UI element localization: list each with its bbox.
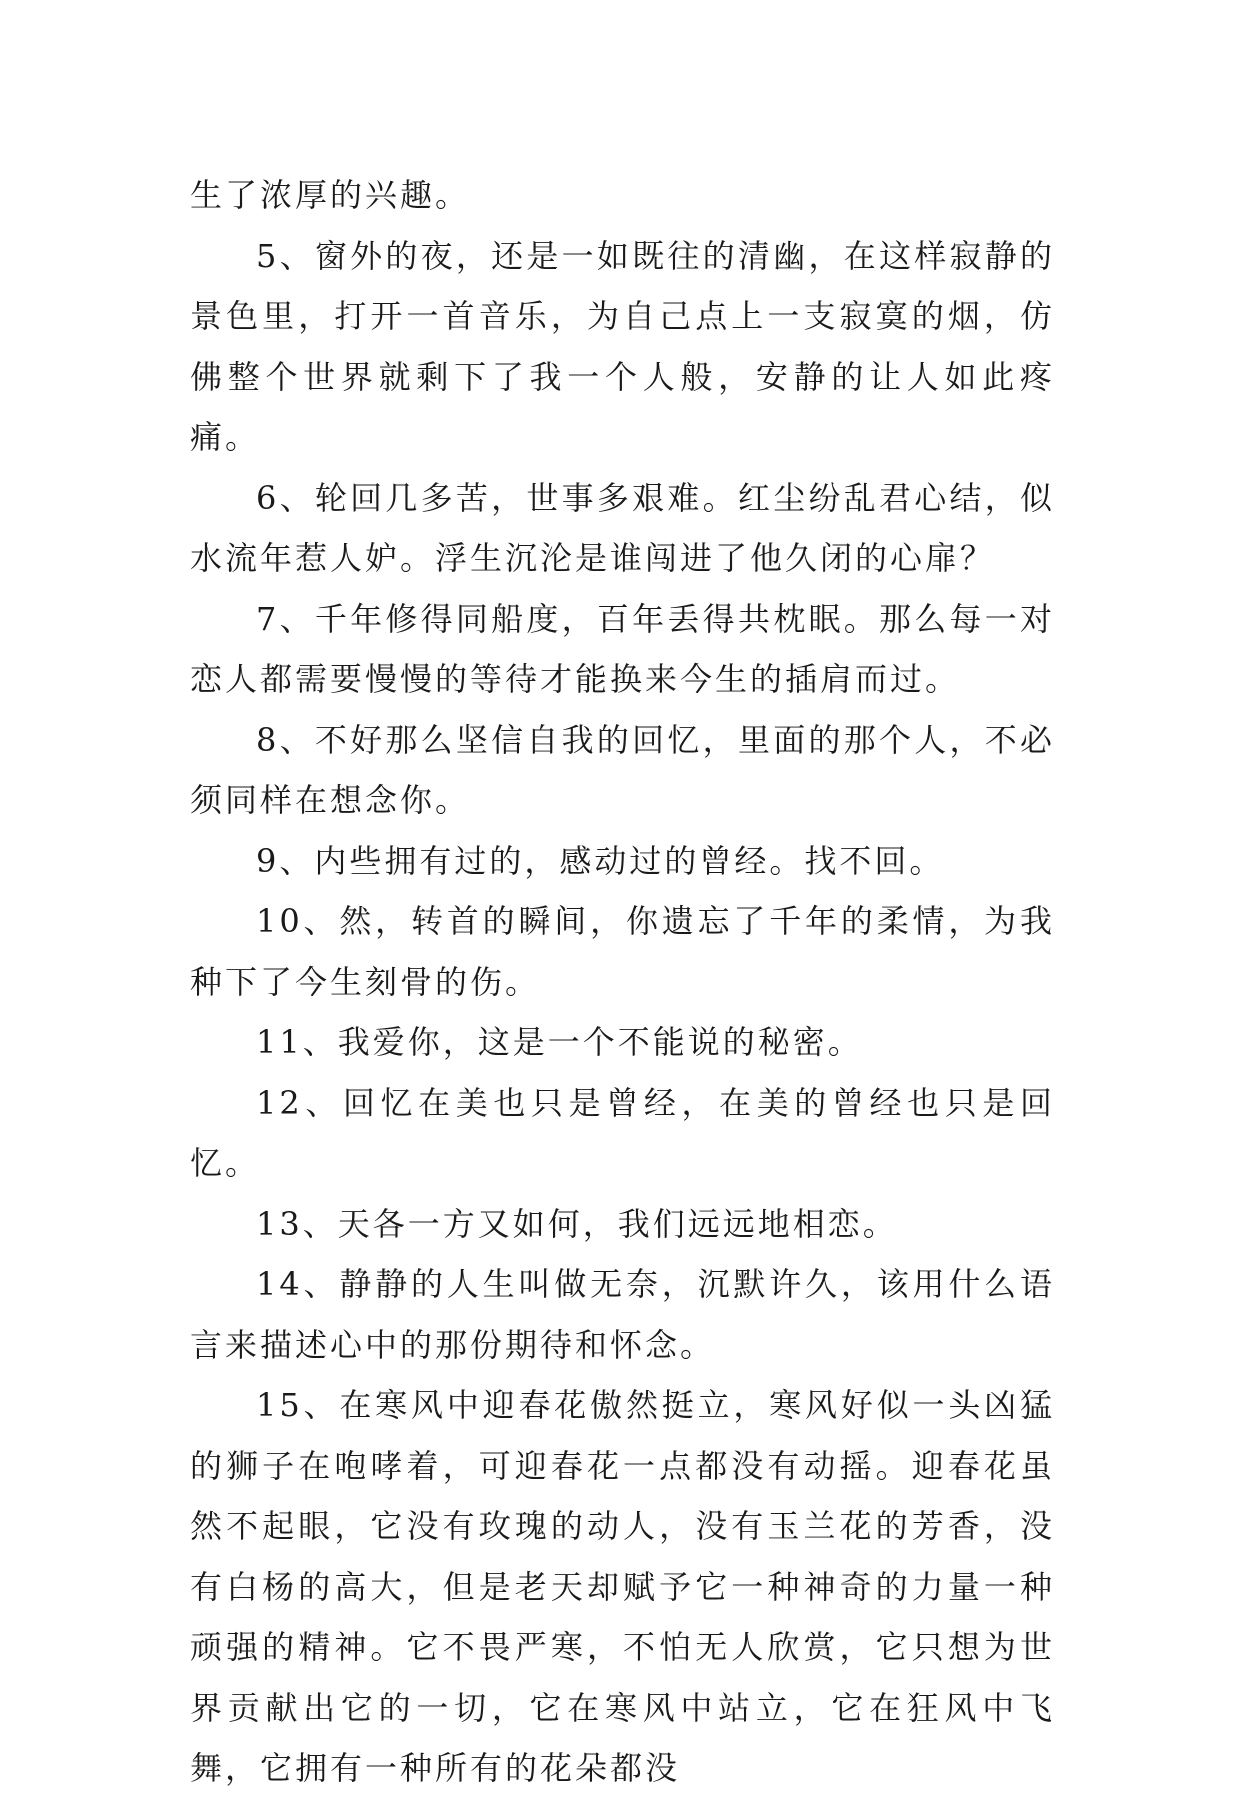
paragraph-item-12: 12、回忆在美也只是曾经，在美的曾经也只是回忆。 xyxy=(190,1083,1055,1182)
paragraph-item-9: 9、内些拥有过的，感动过的曾经。找不回。 xyxy=(256,841,945,880)
paragraph-item-11: 11、我爱你，这是一个不能说的秘密。 xyxy=(256,1023,863,1061)
paragraph-item-15: 15、在寒风中迎春花傲然挺立，寒风好似一头凶猛的狮子在咆哮着，可迎春花一点都没有动摇。迎春花虽然不起眼，它没有玫瑰的动人，没有玉兰花的芳香，没有白杨的高大，但是老天却赋予它一种神奇的力量一种顽强的精神。它不畏严寒，不怕无人欣赏，它只想为世界贡献出它的一切，它在寒风中站立，它在狂风中飞舞，它拥有一种所有的花朵都没 xyxy=(190,1386,1055,1787)
paragraph-item-10: 10、然，转首的瞬间，你遗忘了千年的柔情，为我种下了今生刻骨的伤。 xyxy=(190,902,1055,1001)
paragraph-item-6: 6、轮回几多苦，世事多艰难。红尘纷乱君心结，似水流年惹人妒。浮生沉沦是谁闯进了他久闭的心扉？ xyxy=(190,478,1055,577)
document-body xyxy=(190,165,1055,1799)
paragraph-continuation: 生了浓厚的兴趣。 xyxy=(190,176,471,214)
paragraph-item-13: 13、天各一方又如何，我们远远地相恋。 xyxy=(256,1204,898,1243)
paragraph-item-8: 8、不好那么坚信自我的回忆，里面的那个人，不必须同样在想念你。 xyxy=(190,720,1055,819)
paragraph-item-7: 7、千年修得同船度，百年丢得共枕眠。那么每一对恋人都需要慢慢的等待才能换来今生的插肩而过。 xyxy=(190,599,1055,698)
paragraph-item-14: 14、静静的人生叫做无奈，沉默许久，该用什么语言来描述心中的那份期待和怀念。 xyxy=(190,1265,1055,1364)
paragraph-item-5: 5、窗外的夜，还是一如既往的清幽，在这样寂静的景色里，打开一首音乐，为自己点上一支寂寞的烟，仿佛整个世界就剩下了我一个人般，安静的让人如此疼痛。 xyxy=(190,236,1055,456)
